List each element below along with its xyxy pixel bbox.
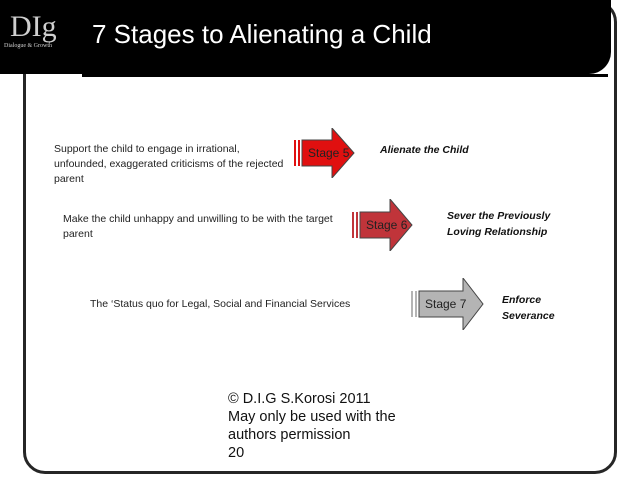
stage-5-label: Stage 5 bbox=[308, 146, 350, 160]
slide-header bbox=[0, 0, 611, 74]
stage-6-description: Make the child unhappy and unwilling to be with the target parent bbox=[63, 213, 333, 240]
stage-6-arrow bbox=[352, 199, 414, 251]
stage-5-arrow bbox=[294, 128, 356, 178]
copyright-line: © D.I.G S.Korosi 2011 bbox=[228, 391, 371, 407]
permission-line: May only be used with the bbox=[228, 409, 396, 425]
stage-6-label: Stage 6 bbox=[366, 218, 408, 232]
stage-7-label: Stage 7 bbox=[425, 297, 467, 311]
copyright-footer bbox=[228, 390, 396, 462]
page-number: 20 bbox=[228, 445, 245, 461]
logo-subtext: Dialogue & Growth bbox=[4, 43, 52, 49]
logo-text: DIg bbox=[10, 10, 57, 43]
stage-5-outcome: Alienate the Child bbox=[380, 144, 469, 156]
stage-7-description: The ‘Status quo for Legal, Social and Financial Services bbox=[90, 298, 351, 310]
dig-logo bbox=[4, 12, 68, 62]
stage-7-outcome: Enforce Severance bbox=[502, 294, 555, 322]
stage-5-description: Support the child to engage in irrational, unfounded, exaggerated criticisms of the rejected parent bbox=[54, 143, 284, 185]
permission-line-2: authors permission bbox=[228, 427, 351, 443]
slide-title: 7 Stages to Alienating a Child bbox=[92, 19, 432, 49]
stage-7-arrow bbox=[411, 278, 485, 330]
header-underline bbox=[82, 74, 608, 77]
stage-6-outcome: Sever the Previously Loving Relationship bbox=[447, 210, 551, 238]
